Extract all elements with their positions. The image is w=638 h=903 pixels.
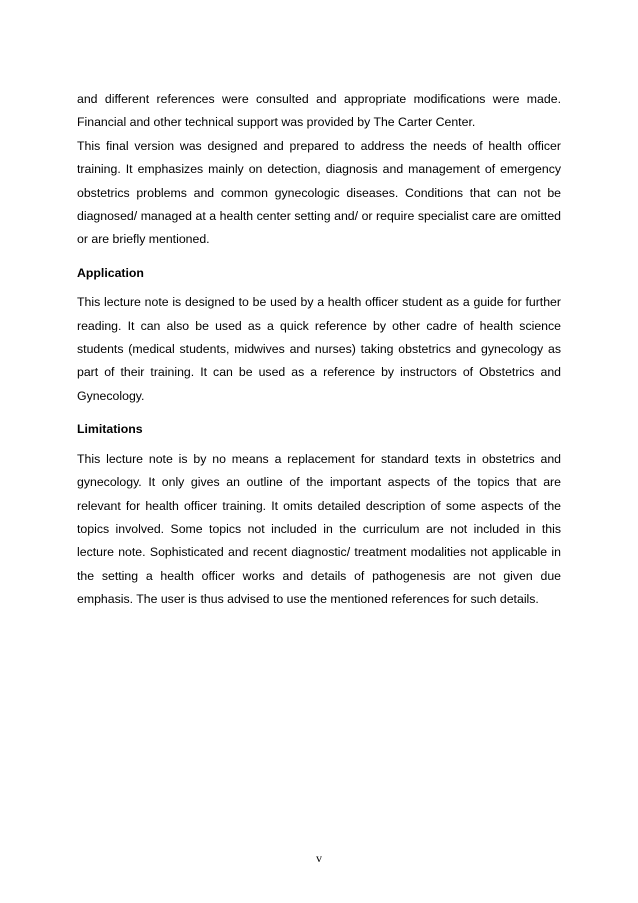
- application-paragraph: This lecture note is designed to be used by a health officer student as a guide for further reading. It can also be used as a quick reference by other cadre of health science students (medical students, midwives and nurses) taking obstetrics and gynecology as part of their training. It can be used as a reference by instructors of Obstetrics and Gynecology.: [77, 295, 561, 403]
- intro-paragraph-1: and different references were consulted and appropriate modifications were made. Financial and other technical support was provided by The Carter Center.: [77, 92, 561, 130]
- limitations-heading: Limitations: [77, 422, 143, 437]
- intro-paragraph-2: This final version was designed and prepared to address the needs of health officer training. It emphasizes mainly on detection, diagnosis and management of emergency obstetrics problems and common gynecologic diseases. Conditions that can not be diagnosed/ managed at a health center setting and/ or require specialist care are omitted or are briefly mentioned.: [77, 138, 561, 247]
- limitations-paragraph: This lecture note is by no means a replacement for standard texts in obstetrics and gynecology. It only gives an outline of the important aspects of the topics that are relevant for health officer training. It omits detailed description of some aspects of the topics involved. Some topics not included in the curriculum are not included in this lecture note. Sophisticated and recent diagnostic/ treatment modalities not applicable in the setting a health officer works and details of pathogenesis are not given due emphasis. The user is thus advised to use the mentioned references for such details.: [77, 451, 561, 607]
- page-number: v: [316, 851, 322, 865]
- page-content: [77, 88, 561, 612]
- application-heading: Application: [77, 265, 144, 280]
